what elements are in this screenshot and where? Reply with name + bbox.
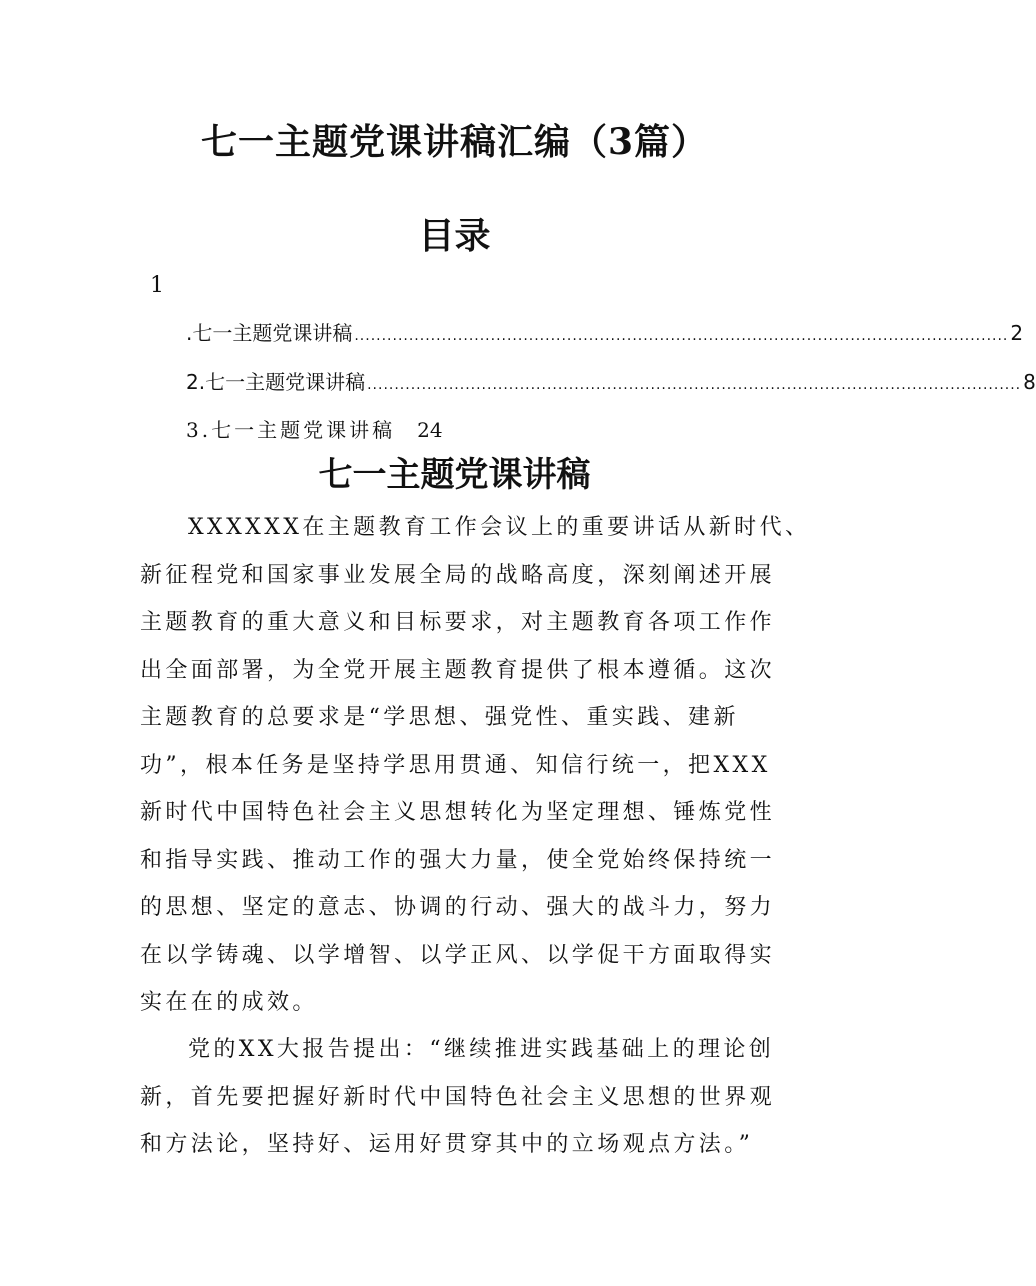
paragraph-line: 出全面部署，为全党开展主题教育提供了根本遵循。这次 bbox=[140, 657, 776, 683]
toc-entry-1[interactable] bbox=[186, 319, 1024, 350]
paragraph-2 bbox=[140, 1026, 780, 1169]
paragraph-line: 的思想、坚定的意志、协调的行动、强大的战斗力，努力 bbox=[140, 895, 776, 920]
paragraph-line: 新时代中国特色社会主义思想转化为坚定理想、锤炼党性 bbox=[140, 800, 776, 825]
paragraph-1 bbox=[140, 504, 811, 1027]
toc-page-number: 24 bbox=[417, 418, 443, 442]
paragraph-line: 主题教育的总要求是“学思想、强党性、重实践、建新 bbox=[140, 705, 739, 730]
toc-entry-2[interactable] bbox=[186, 368, 1036, 399]
toc-page-number: 8 bbox=[1023, 370, 1036, 394]
paragraph-line: 党的XX大报告提出：“继续推进实践基础上的理论创 bbox=[188, 1037, 775, 1062]
paragraph-line: 新征程党和国家事业发展全局的战略高度，深刻阐述开展 bbox=[140, 562, 776, 588]
section-title: 七一主题党课讲稿 bbox=[318, 455, 591, 495]
paragraph-line: 实在在的成效。 bbox=[140, 990, 318, 1015]
toc-number-prefix: 1 bbox=[150, 273, 164, 298]
paragraph-line: 主题教育的重大意义和目标要求，对主题教育各项工作作 bbox=[140, 610, 776, 635]
toc-dot-leader: ........................................................................................................................ bbox=[354, 328, 1009, 344]
paragraph-line: 和方法论，坚持好、运用好贯穿其中的立场观点方法。” bbox=[140, 1132, 754, 1157]
paragraph-line: 在以学铸魂、以学增智、以学正风、以学促干方面取得实 bbox=[140, 942, 776, 968]
toc-entry-label: .七一主题党课讲稿 bbox=[186, 321, 353, 345]
toc-page-number: 2 bbox=[1010, 321, 1024, 345]
toc-heading: 目录 bbox=[418, 215, 491, 257]
toc-entry-3[interactable] bbox=[186, 416, 443, 444]
document-title: 七一主题党课讲稿汇编（3篇） bbox=[200, 121, 709, 163]
toc-dot-leader: ........................................................................................................................ bbox=[367, 377, 1022, 393]
paragraph-line: 功”，根本任务是坚持学思用贯通、知信行统一，把XXX bbox=[140, 752, 771, 778]
paragraph-line: 和指导实践、推动工作的强大力量，使全党始终保持统一 bbox=[140, 847, 776, 873]
paragraph-line: XXXXXX在主题教育工作会议上的重要讲话从新时代、 bbox=[188, 515, 811, 540]
toc-entry-label: 2.七一主题党课讲稿 bbox=[186, 370, 366, 394]
paragraph-line: 新，首先要把握好新时代中国特色社会主义思想的世界观 bbox=[140, 1084, 776, 1110]
toc-entry-label: 3.七一主题党课讲稿 bbox=[186, 418, 396, 442]
